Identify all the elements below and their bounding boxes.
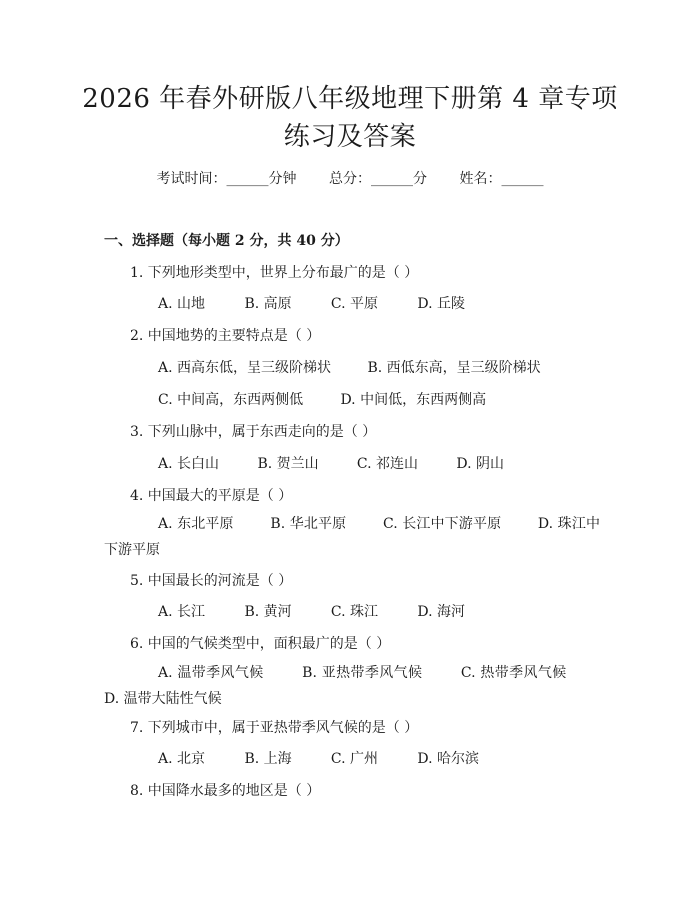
- question-5: 5. 中国最长的河流是（ ）: [130, 573, 293, 589]
- option-a: A. 山地: [158, 296, 206, 312]
- option-b: B. 西低东高，呈三级阶梯状: [367, 360, 541, 376]
- option-a: A. 长白山: [158, 456, 220, 472]
- option-b: B. 高原: [244, 296, 292, 312]
- options-2-row2: [158, 389, 486, 409]
- question-8: 8. 中国降水最多的地区是（ ）: [130, 783, 321, 799]
- option-b: B. 贺兰山: [257, 456, 319, 472]
- option-b: B. 华北平原: [270, 516, 347, 532]
- options-5: [158, 601, 465, 621]
- exam-score: 总分：______分: [329, 171, 427, 187]
- option-a: A. 北京: [158, 751, 206, 767]
- option-b: B. 黄河: [244, 604, 292, 620]
- question-7: 7. 下列城市中，属于亚热带季风气候的是（ ）: [130, 720, 419, 736]
- option-d: D. 温带大陆性气候: [104, 691, 222, 707]
- option-a: A. 长江: [158, 604, 206, 620]
- option-a: A. 东北平原: [158, 516, 234, 532]
- option-c: C. 珠江: [330, 604, 379, 620]
- question-6: 6. 中国的气候类型中，面积最广的是（ ）: [130, 636, 391, 652]
- option-c: C. 中间高，东西两侧低: [158, 392, 304, 408]
- option-d: D. 中间低，东西两侧高: [340, 392, 487, 408]
- option-d: D. 阴山: [456, 456, 504, 472]
- question-4: 4. 中国最大的平原是（ ）: [130, 488, 293, 504]
- student-name: 姓名：______: [459, 171, 544, 187]
- option-c: C. 平原: [330, 296, 379, 312]
- option-d: D. 哈尔滨: [417, 751, 479, 767]
- option-d: D. 珠江中下游平原: [104, 516, 600, 558]
- question-1: 1. 下列地形类型中，世界上分布最广的是（ ）: [130, 265, 419, 281]
- option-c: C. 长江中下游平原: [383, 516, 502, 532]
- page-title: 2026 年春外研版八年级地理下册第 4 章专项: [82, 84, 618, 114]
- option-c: C. 广州: [330, 751, 379, 767]
- question-3: 3. 下列山脉中，属于东西走向的是（ ）: [130, 424, 377, 440]
- page-title-line2: 练习及答案: [283, 122, 417, 152]
- options-1: [158, 293, 465, 313]
- option-d: D. 丘陵: [417, 296, 465, 312]
- option-c: C. 热带季风气候: [460, 665, 567, 681]
- options-2: [158, 357, 541, 377]
- options-3: [158, 453, 504, 473]
- options-6: [104, 660, 600, 712]
- option-b: B. 亚热带季风气候: [302, 665, 423, 681]
- options-7: [158, 748, 479, 768]
- option-a: A. 西高东低，呈三级阶梯状: [158, 360, 332, 376]
- option-c: C. 祁连山: [356, 456, 419, 472]
- question-2: 2. 中国地势的主要特点是（ ）: [130, 328, 321, 344]
- section-heading: 一、选择题（每小题 2 分，共 40 分）: [104, 233, 349, 249]
- option-b: B. 上海: [244, 751, 292, 767]
- option-a: A. 温带季风气候: [158, 665, 264, 681]
- exam-time: 考试时间：______分钟: [156, 171, 297, 187]
- exam-info: [0, 168, 700, 188]
- options-4: [104, 511, 600, 563]
- option-d: D. 海河: [417, 604, 465, 620]
